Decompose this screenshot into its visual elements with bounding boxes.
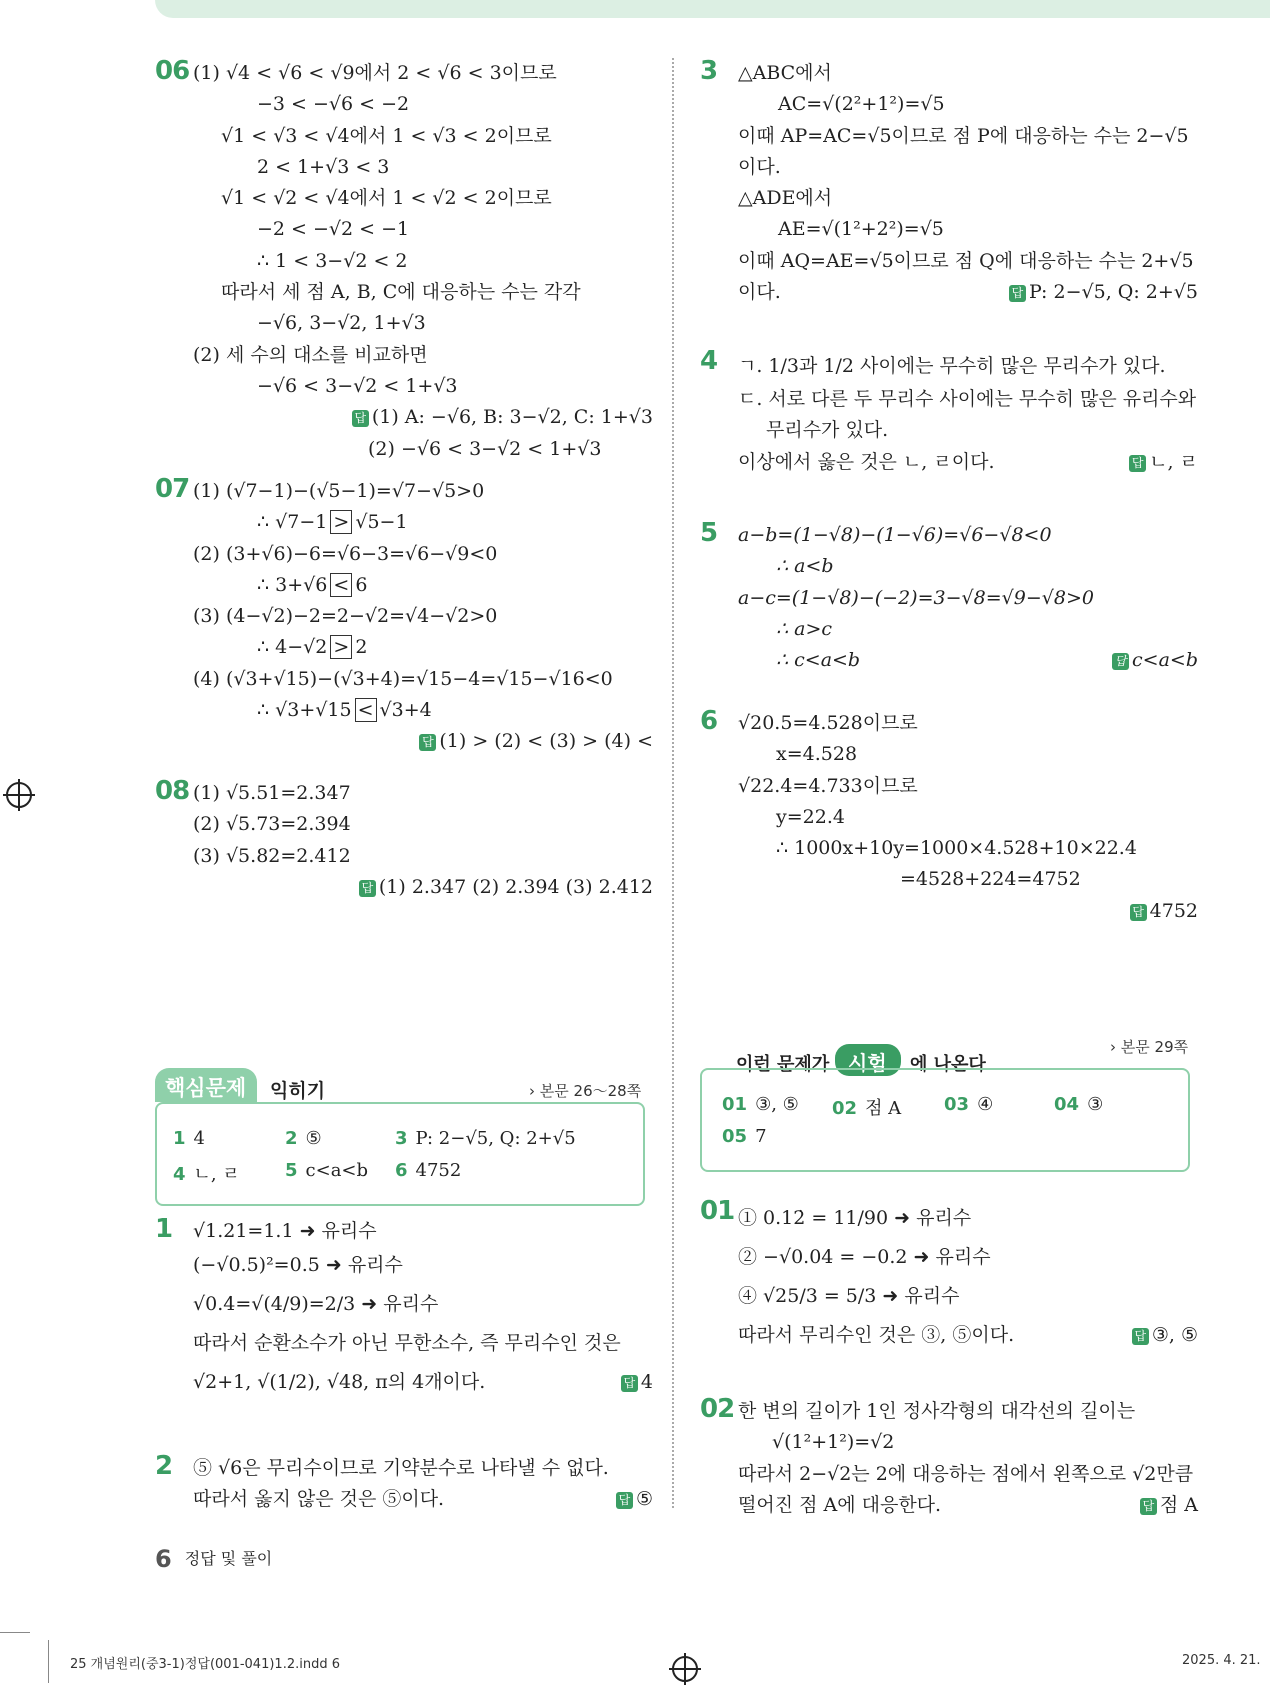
solution-line: 이다. xyxy=(738,155,781,178)
solution-line: ㄷ. 서로 다른 두 무리수 사이에는 무수히 많은 유리수와 xyxy=(738,388,1197,410)
solution-line: −√6 < 3−√2 < 1+√3 xyxy=(257,374,458,397)
solution-line: ∴ 3+√6 < 6 xyxy=(257,573,368,596)
solution-line: ∴ 1 < 3−√2 < 2 xyxy=(257,249,408,272)
registration-mark-icon xyxy=(672,1656,698,1682)
crop-mark xyxy=(0,1632,30,1633)
answer-line: 답 (1) A: −√6, B: 3−√2, C: 1+√3 xyxy=(193,402,653,433)
page-reference: › 본문 26〜28쪽 xyxy=(529,1082,642,1100)
solution-line: (3) (4−√2)−2=2−√2=√4−√2>0 xyxy=(193,605,498,628)
exam-panel xyxy=(700,1036,1190,1216)
solution-line: 따라서 순환소수가 아닌 무한소수, 즉 무리수인 것은 xyxy=(193,1332,621,1354)
problem-number: 02 xyxy=(700,1394,735,1424)
crop-mark xyxy=(48,1640,49,1683)
solution-line: √20.5=4.528이므로 xyxy=(738,712,918,734)
solution-line: ④ √25/3 = 5/3 ➜ 유리수 xyxy=(738,1285,960,1307)
solution-line: ⑤ √6은 무리수이므로 기약분수로 나타낼 수 없다. xyxy=(193,1457,609,1479)
answer-box: > xyxy=(330,635,352,659)
solution-line: 이상에서 옳은 것은 ㄴ, ㄹ이다. 답 ㄴ, ㄹ xyxy=(738,450,1198,473)
solution-line: =4528+224=4752 xyxy=(900,868,1081,891)
solution-line: ∴ 4−√2 > 2 xyxy=(257,636,368,659)
answer-item: 4 ㄴ, ㄹ xyxy=(173,1164,240,1185)
solution-line: ∴ a>c xyxy=(776,617,833,640)
registration-mark-icon xyxy=(6,782,32,808)
print-date: 2025. 4. 21. xyxy=(1182,1653,1261,1668)
solution-line: (2) 세 수의 대소를 비교하면 xyxy=(193,343,428,366)
solution-line: △ADE에서 xyxy=(738,187,833,210)
exam-title-highlight: 시험 xyxy=(848,1051,887,1075)
solution-line: 2 < 1+√3 < 3 xyxy=(257,155,390,178)
answer-item: 5 c<a<b xyxy=(285,1160,369,1181)
problem-number: 06 xyxy=(155,56,190,86)
answer-icon: 답 xyxy=(1129,455,1146,472)
footer-label: 정답 및 풀이 xyxy=(184,1549,273,1568)
solution-line: a−b=(1−√8)−(1−√6)=√6−√8<0 xyxy=(738,524,1052,546)
answer-icon: 답 xyxy=(621,1375,638,1392)
solution-line: AE=√(1²+2²)=√5 xyxy=(778,218,944,241)
page-number: 6 xyxy=(155,1545,172,1573)
solution-line: √22.4=4.733이므로 xyxy=(738,774,918,797)
solution-line: √1.21=1.1 ➜ 유리수 xyxy=(193,1220,377,1242)
solution-line: (−√0.5)²=0.5 ➜ 유리수 xyxy=(193,1254,403,1276)
problem-number: 01 xyxy=(700,1196,735,1226)
solution-line: 이때 AP=AC=√5이므로 점 P에 대응하는 수는 2−√5 xyxy=(738,124,1189,147)
answer-item: 04 ③ xyxy=(1054,1094,1104,1115)
panel-subtitle: 익히기 xyxy=(270,1080,326,1102)
answer-box: < xyxy=(355,698,377,722)
answer-icon: 답 xyxy=(419,734,436,751)
answer-item: 3 P: 2−√5, Q: 2+√5 xyxy=(395,1128,576,1149)
problem-number: 2 xyxy=(155,1451,173,1481)
solution-line: 떨어진 점 A에 대응한다. 답 점 A xyxy=(738,1493,1198,1516)
solution-line: (1) √5.51=2.347 xyxy=(193,782,351,804)
answer-line: 답 (1) 2.347 (2) 2.394 (3) 2.412 xyxy=(193,872,653,903)
solution-line: y=22.4 xyxy=(776,805,845,828)
answer-item: 03 ④ xyxy=(944,1094,994,1115)
solution-line: AC=√(2²+1²)=√5 xyxy=(778,93,945,116)
solution-line: (4) (√3+√15)−(√3+4)=√15−4=√15−√16<0 xyxy=(193,667,613,690)
exam-title-suffix: 에 나온다 xyxy=(910,1054,986,1075)
solution-line: (2) (3+√6)−6=√6−3=√6−√9<0 xyxy=(193,542,498,565)
answer-box: > xyxy=(330,510,352,534)
solution-line: 무리수가 있다. xyxy=(766,419,889,442)
answer-icon: 답 xyxy=(359,880,376,897)
problem-number: 07 xyxy=(155,474,190,504)
solution-line: ∴ a<b xyxy=(776,555,834,578)
solution-line: 따라서 2−√2는 2에 대응하는 점에서 왼쪽으로 √2만큼 xyxy=(738,1462,1194,1485)
solution-line: (3) √5.82=2.412 xyxy=(193,844,351,867)
solution-line: −√6, 3−√2, 1+√3 xyxy=(257,312,426,335)
answer-box: < xyxy=(330,573,352,597)
answer-line: 답 (1) > (2) < (3) > (4) < xyxy=(193,726,653,757)
problem-number: 08 xyxy=(155,776,190,806)
top-band xyxy=(155,0,1270,18)
answer-icon: 답 xyxy=(352,410,369,427)
answer-icon: 답 xyxy=(616,1492,633,1509)
solution-line: √2+1, √(1/2), √48, π의 4개이다. 답 4 xyxy=(193,1371,653,1393)
answer-item: 1 4 xyxy=(173,1128,205,1149)
solution-line: 이다. 답 P: 2−√5, Q: 2+√5 xyxy=(738,281,1198,304)
solution-line: √0.4̇=√(4/9)=2/3 ➜ 유리수 xyxy=(193,1293,439,1315)
panel-title: 핵심문제 xyxy=(165,1076,247,1100)
solution-line: x=4.528 xyxy=(776,743,858,766)
answer-box-frame xyxy=(155,1102,645,1206)
solution-line: √1 < √2 < √4에서 1 < √2 < 2이므로 xyxy=(221,187,552,210)
column-divider xyxy=(672,58,674,1508)
answer-line: (2) −√6 < 3−√2 < 1+√3 xyxy=(368,437,602,460)
solution-line: △ABC에서 xyxy=(738,62,832,84)
answer-item: 6 4752 xyxy=(395,1160,462,1181)
solution-line: −3 < −√6 < −2 xyxy=(257,93,410,116)
answer-item: 02 점 A xyxy=(832,1098,902,1119)
answer-icon: 답 xyxy=(1140,1498,1157,1515)
solution-line: ② −√0.04 = −0.2 ➜ 유리수 xyxy=(738,1246,991,1268)
solution-line: 따라서 세 점 A, B, C에 대응하는 수는 각각 xyxy=(221,281,581,304)
solution-line: ㄱ. 1/3과 1/2 사이에는 무수히 많은 무리수가 있다. xyxy=(738,355,1166,377)
answer-icon: 답 xyxy=(1112,653,1129,670)
answer-icon: 답 xyxy=(1132,1328,1149,1345)
solution-line: ∴ c<a<b 답 c<a<b xyxy=(776,649,1198,672)
solution-line: ∴ 1000x+10y=1000×4.528+10×22.4 xyxy=(776,837,1137,860)
solution-line: √1 < √3 < √4에서 1 < √3 < 2이므로 xyxy=(221,124,552,147)
solution-line: 따라서 무리수인 것은 ③, ⑤이다. 답 ③, ⑤ xyxy=(738,1324,1198,1346)
solution-line: (1) (√7−1)−(√5−1)=√7−√5>0 xyxy=(193,480,485,502)
solution-line: ∴ √3+√15 < √3+4 xyxy=(257,699,432,722)
answer-icon: 답 xyxy=(1009,285,1026,302)
solution-line: −2 < −√2 < −1 xyxy=(257,218,410,241)
solution-line: (1) √4 < √6 < √9에서 2 < √6 < 3이므로 xyxy=(193,62,557,84)
file-info: 25 개념원리(중3-1)정답(001-041)1.2.indd 6 xyxy=(70,1657,340,1672)
solution-line: √(1²+1²)=√2 xyxy=(772,1431,895,1454)
page-footer xyxy=(155,1545,272,1573)
page-reference: › 본문 29쪽 xyxy=(1110,1038,1189,1056)
problem-number: 5 xyxy=(700,518,718,548)
problem-number: 4 xyxy=(700,346,718,376)
answer-item: 05 7 xyxy=(722,1126,767,1147)
solution-line: (2) √5.73=2.394 xyxy=(193,813,351,836)
answer-icon: 답 xyxy=(1130,904,1147,921)
exam-title-prefix: 이런 문제가 xyxy=(736,1054,830,1075)
answer-item: 2 ⑤ xyxy=(285,1128,322,1149)
answer-item: 01 ③, ⑤ xyxy=(722,1094,799,1115)
solution-line: 이때 AQ=AE=√5이므로 점 Q에 대응하는 수는 2+√5 xyxy=(738,249,1194,272)
solution-line: a−c=(1−√8)−(−2)=3−√8=√9−√8>0 xyxy=(738,586,1094,609)
answer-line: 답 4752 xyxy=(738,896,1198,927)
problem-number: 6 xyxy=(700,706,718,736)
problem-number: 3 xyxy=(700,56,718,86)
problem-number: 1 xyxy=(155,1214,173,1244)
solution-line: ① 0.12̇ = 11/90 ➜ 유리수 xyxy=(738,1207,972,1229)
solution-line: 따라서 옳지 않은 것은 ⑤이다. 답 ⑤ xyxy=(193,1488,653,1511)
solution-line: 한 변의 길이가 1인 정사각형의 대각선의 길이는 xyxy=(738,1400,1136,1422)
answer-box-frame xyxy=(700,1068,1190,1172)
solution-line: ∴ √7−1 > √5−1 xyxy=(257,511,408,534)
